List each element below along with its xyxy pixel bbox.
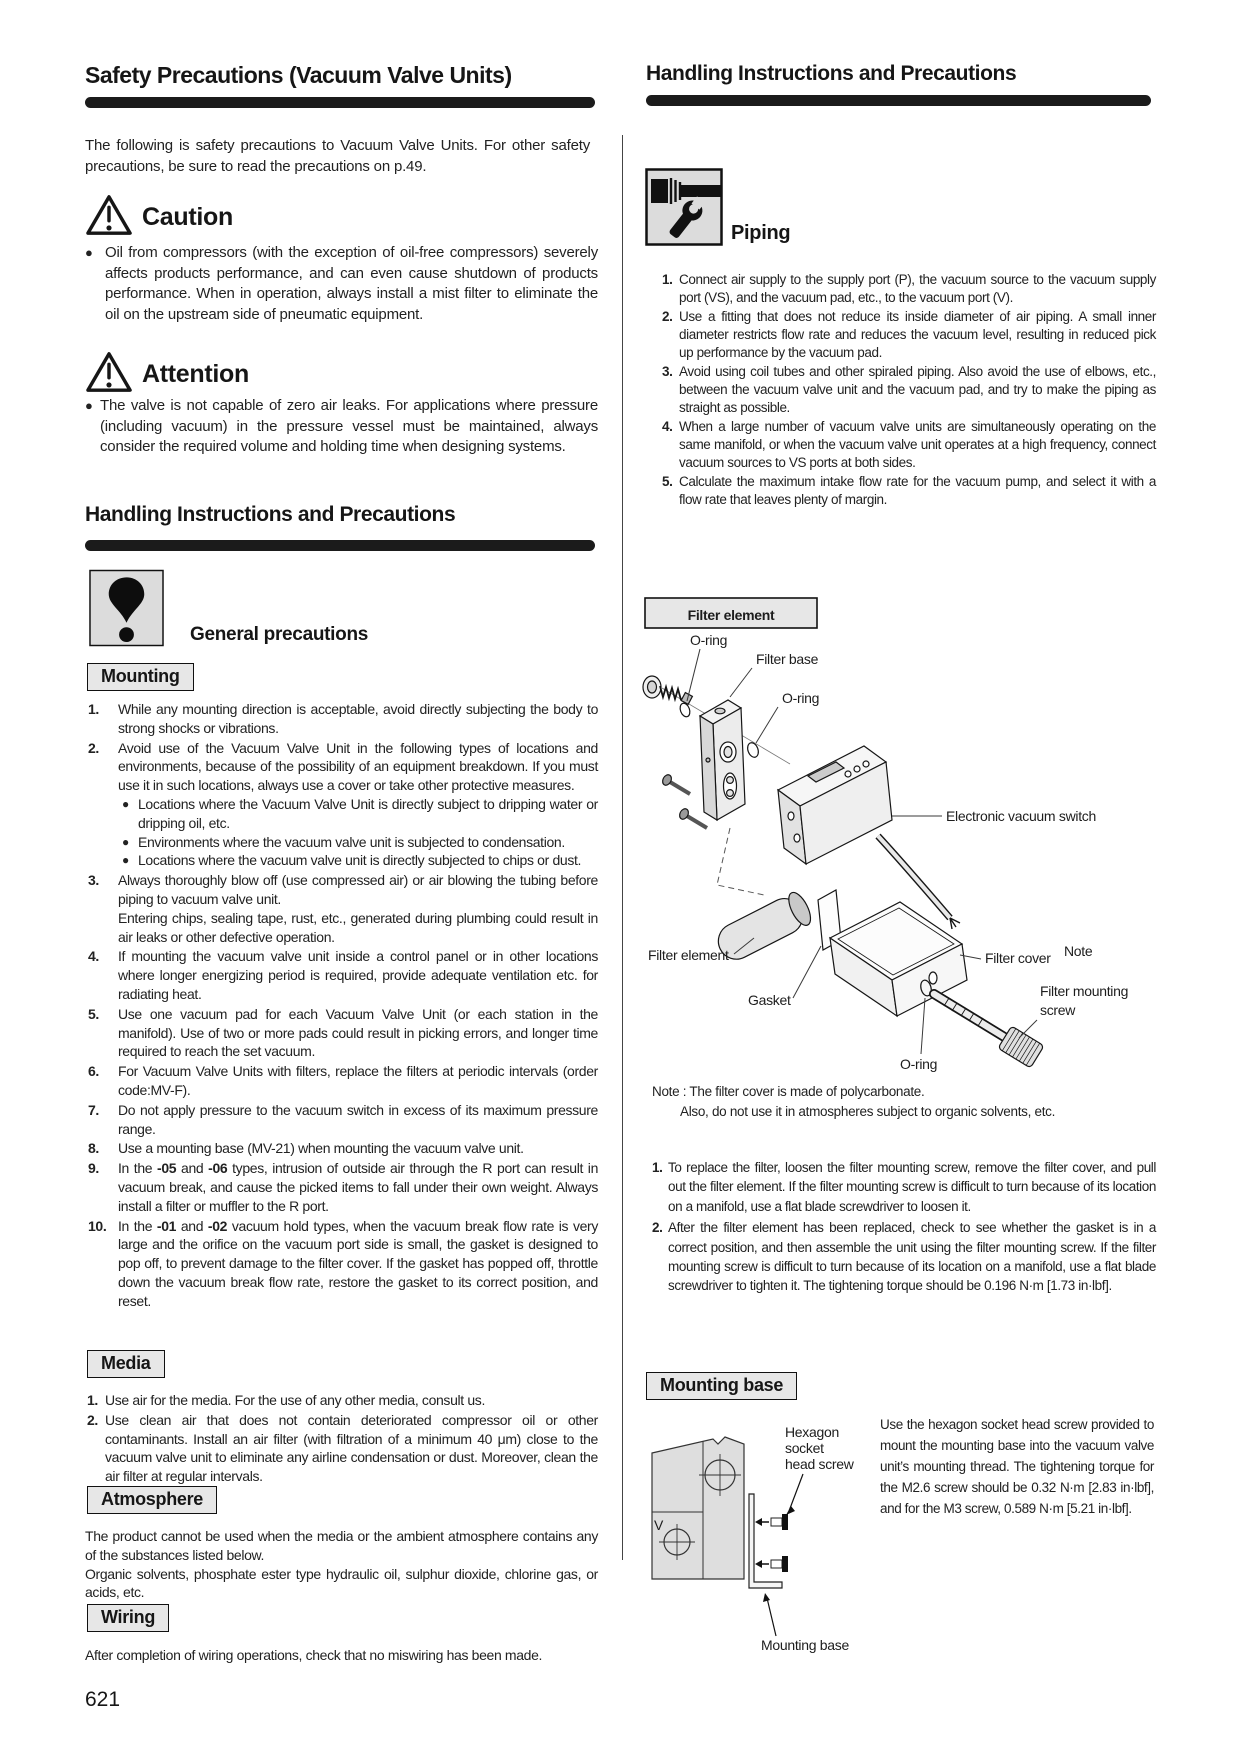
filter-note-line1: Note : The filter cover is made of polycarbonate. [652, 1084, 925, 1099]
item-text: Connect air supply to the supply port (P), the vacuum source to the vacuum supply port (VS), and the vacuum pad, etc., to the vacuum port (V). [679, 272, 1156, 305]
item-text: When a large number of vacuum valve units are simultaneously operating on the same manifold, or when the vacuum valve unit operates at a high frequency, connect vacuum sources to VS ports at both sides. [679, 419, 1156, 470]
item-text [118, 739, 598, 871]
mounting-base-diagram [645, 1412, 885, 1667]
atmosphere-section-label: Atmosphere [87, 1486, 217, 1514]
media-list [85, 1391, 598, 1487]
list-item [646, 1218, 1156, 1296]
item-number: 6. [88, 1063, 99, 1080]
item-text: In the -05 and -06 types, intrusion of outside air through the R port can result in vacuum break, and cause the picked items to fall under their own weight. Always install a filter or muffler to the R port. [118, 1160, 599, 1214]
item-number: 1. [87, 1392, 98, 1408]
sub-bullet-text: Locations where the Vacuum Valve Unit is directly subject to dripping water or dripping oil, etc. [138, 795, 598, 831]
filter-element-section-label [645, 598, 817, 628]
item-number: 1. [88, 701, 99, 717]
item-text: For Vacuum Valve Units with filters, replace the filters at periodic intervals (order code:MV-F). [118, 1063, 598, 1098]
o-ring-shape-mid [746, 741, 761, 759]
intro-paragraph: The following is safety precautions to Vacuum Valve Units. For other safety precautions, be sure to read the precautions on p.49. [85, 137, 590, 175]
sub-bullet [118, 851, 598, 870]
page-title: Safety Precautions (Vacuum Valve Units) [85, 62, 512, 88]
sub-bullet-text: Environments where the vacuum valve unit is subjected to condensation. [138, 833, 565, 850]
item-number: 4. [662, 419, 673, 434]
attention-heading-row [85, 350, 249, 399]
filter-replacement-list [646, 1158, 1156, 1298]
hex-screw-label-3: head screw [785, 1456, 854, 1472]
svg-text:Filter element: Filter element [687, 607, 775, 623]
list-item [85, 1391, 598, 1410]
filter-cover-label: Filter cover [985, 950, 1051, 966]
general-precautions-row [89, 569, 368, 652]
exclamation-icon [89, 569, 164, 652]
item-text [118, 871, 598, 946]
list-item [646, 473, 1156, 509]
item-number: 10. [88, 1217, 107, 1234]
caution-text: Oil from compressors (with the exception of oil-free compressors) severely affects products performance, and can even cause shutdown of products performance. When in operation, always install a mist filter to eliminate the oil on the upstream side of pneumatic equipment. [105, 244, 598, 323]
atmosphere-text-2: Organic solvents, phosphate ester type hydraulic oil, sulphur dioxide, chlorine gas, or acids, etc. [85, 1565, 598, 1601]
mounting-base-bracket-shape [749, 1494, 782, 1588]
handling-heading-right: Handling Instructions and Precautions [646, 62, 1017, 85]
list-item [646, 363, 1156, 417]
electronic-vacuum-switch-label: Electronic vacuum switch [946, 808, 1096, 824]
mounting-base-paragraph: Use the hexagon socket head screw provided to mount the mounting base into the vacuum valve unit’s mounting thread. The tightening torque for the M2.6 screw should be 0.32 N·m [2.83 in·lbf], and for the M3 screw, 0.589 N·m [5.21 in·lbf]. [880, 1417, 1154, 1516]
handling-heading-left: Handling Instructions and Precautions [85, 503, 456, 526]
item-number: 2. [88, 739, 99, 756]
caution-heading: Caution [142, 203, 233, 231]
attention-paragraph [85, 396, 598, 458]
piping-label: Piping [731, 222, 791, 244]
bullet-icon: ● [122, 853, 129, 868]
mounting-base-section-label: Mounting base [646, 1372, 797, 1400]
warning-triangle-icon [85, 350, 133, 399]
hex-screw-2 [755, 1556, 788, 1572]
gasket-label: Gasket [748, 992, 791, 1008]
mounting-list [85, 700, 598, 1312]
item-text: While any mounting direction is acceptable, avoid directly subjecting the body to strong shocks or vibrations. [118, 701, 598, 736]
o-ring-mid-label: O-ring [782, 690, 820, 706]
filter-mounting-screw-label-1: Filter mounting [1040, 983, 1129, 999]
list-item [85, 947, 598, 1003]
atmosphere-paragraphs [85, 1527, 598, 1602]
item-text-main: Always thoroughly blow off (use compressed air) or air blowing the tubing before piping to vacuum valve unit. [118, 872, 598, 907]
sub-bullet-text: Locations where the vacuum valve unit is directly subjected to chips or dust. [138, 852, 582, 869]
piping-heading-row [645, 168, 790, 251]
filter-element-label: Filter element [648, 947, 729, 963]
hex-screw-label-2: socket [785, 1440, 824, 1456]
item-number: 2. [652, 1220, 663, 1236]
list-item [85, 1217, 598, 1311]
warning-triangle-icon [85, 193, 133, 242]
filter-base-label: Filter base [756, 651, 819, 667]
item-number: 4. [88, 948, 99, 965]
wiring-section-label: Wiring [87, 1604, 169, 1632]
mounting-base-part-label: Mounting base [761, 1637, 849, 1653]
column-divider [622, 135, 623, 1560]
mounting-screw-small-1 [661, 773, 690, 794]
filter-mounting-screw-top [643, 676, 692, 704]
list-item [85, 871, 598, 946]
list-item [85, 1005, 598, 1061]
mounting-section-label: Mounting [87, 663, 194, 691]
piping-list [646, 271, 1156, 510]
item-text-continuation: Entering chips, sealing tape, rust, etc., generated during plumbing could result in air leaks or other defective operation. [118, 909, 598, 945]
filter-mounting-screw-shape [934, 994, 1044, 1068]
bullet-icon: ● [122, 796, 129, 811]
sub-bullet [118, 795, 598, 833]
item-text: Use a mounting base (MV-21) when mounting the vacuum valve unit. [118, 1140, 524, 1157]
item-number: 9. [88, 1160, 99, 1177]
item-number: 5. [88, 1005, 99, 1022]
v-port-label: V [654, 1517, 664, 1533]
item-number: 3. [662, 364, 673, 379]
item-number: 8. [88, 1140, 99, 1157]
item-number: 2. [87, 1411, 98, 1428]
general-precautions-label: General precautions [190, 624, 369, 645]
mounting-screw-small-2 [678, 807, 707, 828]
item-text: Use air for the media. For the use of any other media, consult us. [105, 1392, 485, 1408]
filter-base-shape [700, 700, 745, 820]
wrench-pipe-icon [645, 168, 723, 251]
list-item [85, 739, 598, 871]
item-text: If mounting the vacuum valve unit inside a control panel or in other locations where longer energizing period is required, provide adequate ventilation etc. for radiating heat. [118, 948, 598, 1002]
caution-paragraph [85, 243, 598, 325]
sub-bullet [118, 833, 598, 852]
media-section-label: Media [87, 1350, 165, 1378]
item-text-main: Avoid use of the Vacuum Valve Unit in the following types of locations and environments, because of the possibility of an equipment breakdown. If you must use it in such locations, always use a cover or take other protective measures. [118, 739, 598, 794]
dashed-outline [717, 828, 764, 895]
valve-body-shape [652, 1437, 744, 1579]
list-item [646, 271, 1156, 307]
o-ring-top-label: O-ring [690, 632, 728, 648]
spring-coil [660, 686, 681, 700]
filter-mounting-screw-label-2: screw [1040, 1002, 1076, 1018]
cable-wire-ends [950, 918, 960, 929]
item-number: 1. [652, 1160, 663, 1175]
caution-heading-row [85, 193, 233, 242]
list-item [646, 1158, 1156, 1216]
bullet-icon: ● [122, 834, 129, 849]
page-number: 621 [85, 1688, 121, 1711]
item-text: In the -01 and -02 vacuum hold types, when the vacuum break flow rate is very large and the orifice on the vacuum port side is small, the gasket is designed to pop off, to prevent damage to the filter cover. If the gasket has popped off, throttle down the vacuum break flow rate, restore the gasket to its correct position, and reset. [118, 1217, 599, 1309]
list-item [85, 1101, 598, 1139]
item-text: Calculate the maximum intake flow rate for the vacuum pump, and select it with a flow rate that leaves plenty of margin. [679, 474, 1156, 507]
item-text: Use clean air that does not contain deteriorated compressor oil or other contaminants. Install an air filter (with filtration of a minimum 40 μm) close to the vacuum valve unit to eliminate any airline condensation or dust. Moreover, clean the air filter at regular intervals. [105, 1411, 598, 1485]
item-text: To replace the filter, loosen the filter mounting screw, remove the filter cover, and pull out the filter element. If the filter mounting screw is difficult to turn because of its location on a manifold, use a flat blade screwdriver to loosen it. [668, 1160, 1156, 1214]
section-rule-bar [646, 95, 1151, 106]
item-number: 5. [662, 474, 673, 489]
item-number: 2. [662, 309, 673, 324]
section-rule-bar [85, 540, 595, 551]
title-rule-bar [85, 97, 595, 108]
item-text: Avoid using coil tubes and other spiraled piping. Also avoid the use of elbows, etc., between the vacuum valve unit and the vacuum pad, and try to make the piping as straight as possible. [679, 364, 1156, 415]
list-item [646, 418, 1156, 472]
hex-screw-1 [755, 1514, 788, 1530]
item-number: 7. [88, 1101, 99, 1118]
list-item [85, 1411, 598, 1486]
filter-element-diagram [640, 588, 1155, 1080]
filter-note [652, 1082, 1157, 1122]
item-number: 1. [662, 272, 673, 287]
list-item [85, 1139, 598, 1158]
item-text: Use a fitting that does not reduce its inside diameter of air piping. A small inner diameter restricts flow rate and reduces the vacuum level, resulting in reduced pick up performance by the vacuum pad. [679, 309, 1156, 360]
list-item [85, 1062, 598, 1100]
item-text: After the filter element has been replaced, check to see whether the gasket is in a correct position, and then assemble the unit using the filter mounting screw. If the filter mounting screw is difficult to turn because of its location on a manifold, use a flat blade screwdriver to tighten it. The tightening torque should be 0.196 N·m [1.73 in·lbf]. [668, 1220, 1156, 1294]
item-text: Use one vacuum pad for each Vacuum Valve Unit (or each station in the manifold). Use of two or more pads could result in picking errors, and longer time required to reach the set vacuum. [118, 1005, 598, 1060]
atmosphere-text-1: The product cannot be used when the media or the ambient atmosphere contains any of the substances listed below. [85, 1528, 598, 1563]
item-text: Do not apply pressure to the vacuum switch in excess of its maximum pressure range. [118, 1101, 598, 1137]
bullet-icon: ● [85, 398, 93, 413]
item-number: 3. [88, 872, 99, 889]
wiring-paragraph: After completion of wiring operations, check that no miswiring has been made. [85, 1647, 543, 1663]
o-ring-bottom-label: O-ring [900, 1056, 938, 1072]
filter-note-line2: Also, do not use it in atmospheres subject to organic solvents, etc. [680, 1104, 1056, 1119]
filter-cover-note-superscript: Note [1064, 943, 1093, 959]
attention-heading: Attention [142, 360, 249, 388]
list-item [85, 700, 598, 738]
hex-screw-label-1: Hexagon [785, 1424, 839, 1440]
attention-text: The valve is not capable of zero air leaks. For applications where pressure (including vacuum) in the pressure vessel must be maintained, always consider the required volume and holding time when designing systems. [100, 397, 598, 456]
list-item [646, 308, 1156, 362]
bullet-icon: ● [85, 245, 93, 260]
list-item [85, 1159, 598, 1215]
